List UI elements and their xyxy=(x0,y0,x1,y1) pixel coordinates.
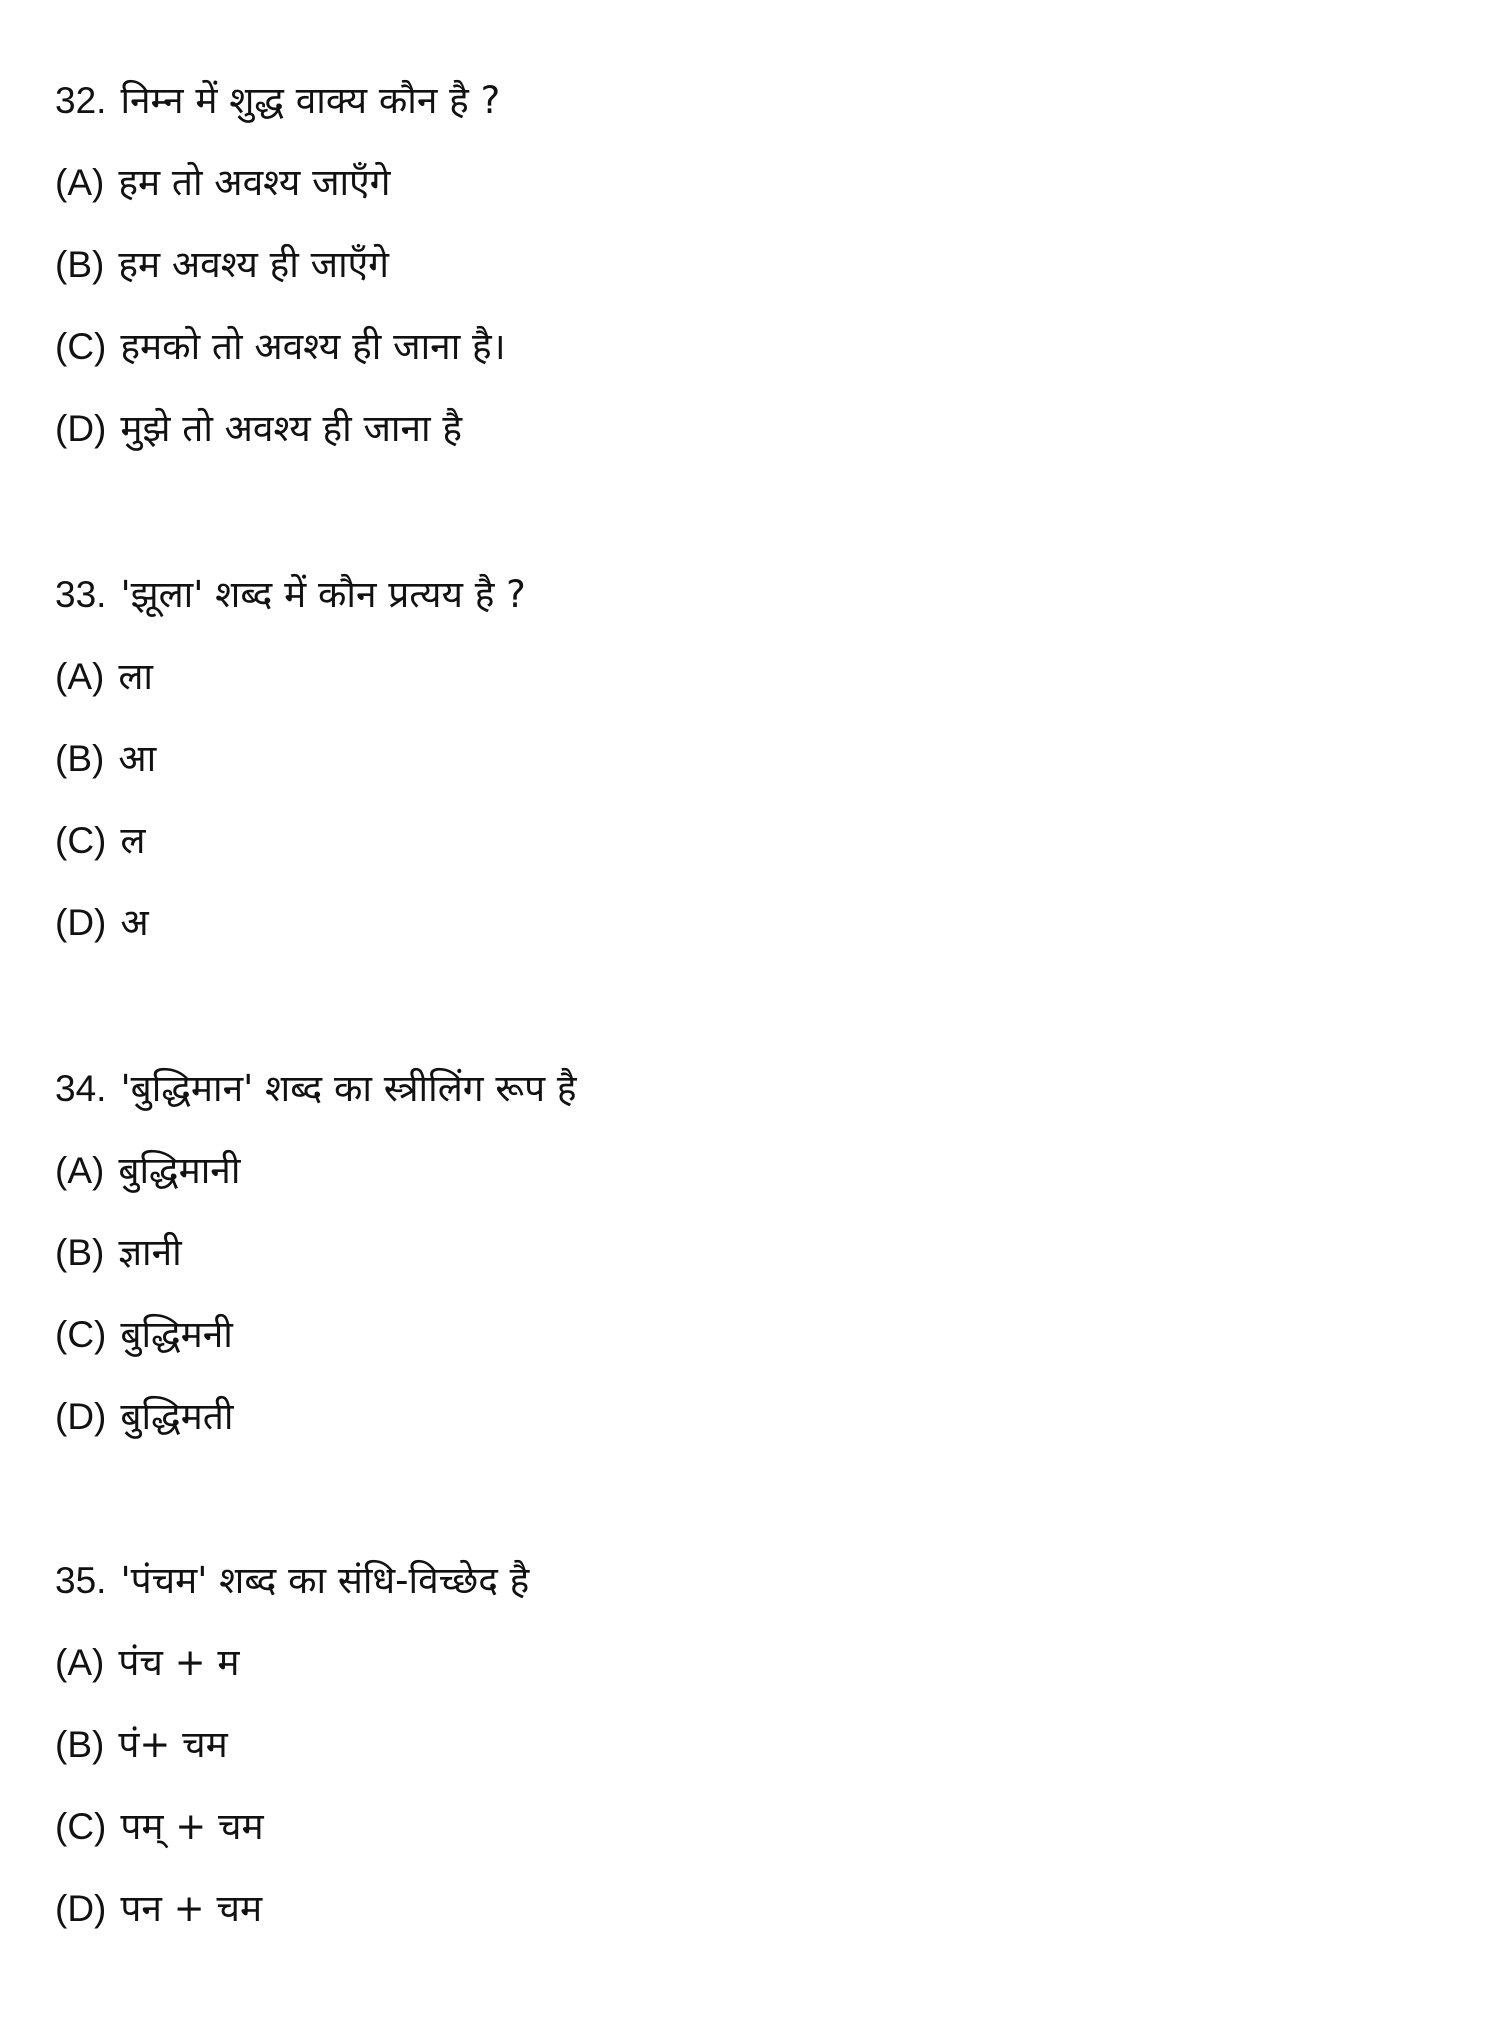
option-label: (C) xyxy=(55,1314,107,1355)
question-text: निम्न में शुद्ध वाक्य कौन है ? xyxy=(120,79,501,122)
question-text: 'बुद्धिमान' शब्द का स्त्रीलिंग रूप है xyxy=(120,1067,577,1110)
question-number: 33. xyxy=(55,574,107,615)
option-label: (B) xyxy=(55,738,105,779)
option-c xyxy=(55,800,526,882)
option-label: (C) xyxy=(55,326,107,367)
question-stem xyxy=(55,1048,577,1130)
option-a xyxy=(55,636,526,718)
option-text: बुद्धिमनी xyxy=(120,1313,233,1356)
question-stem xyxy=(55,1540,529,1622)
option-label: (D) xyxy=(55,902,107,943)
option-text: पम् + चम xyxy=(120,1805,264,1848)
option-text: बुद्धिमती xyxy=(120,1395,234,1438)
question-number: 35. xyxy=(55,1560,107,1601)
option-c xyxy=(55,1294,577,1376)
option-b xyxy=(55,718,526,800)
option-text: ल xyxy=(120,819,146,862)
option-b xyxy=(55,1212,577,1294)
option-d xyxy=(55,882,526,964)
option-c xyxy=(55,1786,529,1868)
option-a xyxy=(55,1130,577,1212)
option-d xyxy=(55,388,506,470)
question-33 xyxy=(55,554,526,964)
question-number: 32. xyxy=(55,80,107,121)
option-b xyxy=(55,1704,529,1786)
option-b xyxy=(55,224,506,306)
option-a xyxy=(55,142,506,224)
question-text: 'झूला' शब्द में कौन प्रत्यय है ? xyxy=(120,573,526,616)
option-label: (A) xyxy=(55,162,105,203)
question-text: 'पंचम' शब्द का संधि-विच्छेद है xyxy=(120,1559,530,1602)
option-text: हम अवश्य ही जाएँगे xyxy=(118,243,389,286)
option-label: (A) xyxy=(55,656,105,697)
question-32 xyxy=(55,60,506,470)
option-label: (D) xyxy=(55,1396,107,1437)
option-text: ज्ञानी xyxy=(118,1231,182,1274)
option-d xyxy=(55,1868,529,1950)
option-label: (C) xyxy=(55,1806,107,1847)
option-label: (D) xyxy=(55,408,107,449)
option-text: मुझे तो अवश्य ही जाना है xyxy=(120,407,463,450)
option-text: पंच + म xyxy=(118,1641,240,1684)
option-label: (B) xyxy=(55,1724,105,1765)
option-text: हमको तो अवश्य ही जाना है। xyxy=(120,325,506,368)
question-stem xyxy=(55,60,506,142)
option-text: आ xyxy=(118,737,157,780)
option-label: (C) xyxy=(55,820,107,861)
option-text: बुद्धिमानी xyxy=(118,1149,241,1192)
option-text: पं+ चम xyxy=(118,1723,228,1766)
option-c xyxy=(55,306,506,388)
question-35 xyxy=(55,1540,529,1950)
question-34 xyxy=(55,1048,577,1458)
option-text: अ xyxy=(120,901,149,944)
option-text: ला xyxy=(118,655,153,698)
option-text: हम तो अवश्य जाएँगे xyxy=(118,161,391,204)
option-label: (B) xyxy=(55,244,105,285)
option-label: (D) xyxy=(55,1888,107,1929)
option-label: (B) xyxy=(55,1232,105,1273)
option-d xyxy=(55,1376,577,1458)
option-a xyxy=(55,1622,529,1704)
option-text: पन + चम xyxy=(120,1887,263,1930)
question-number: 34. xyxy=(55,1068,107,1109)
option-label: (A) xyxy=(55,1642,105,1683)
option-label: (A) xyxy=(55,1150,105,1191)
question-stem xyxy=(55,554,526,636)
